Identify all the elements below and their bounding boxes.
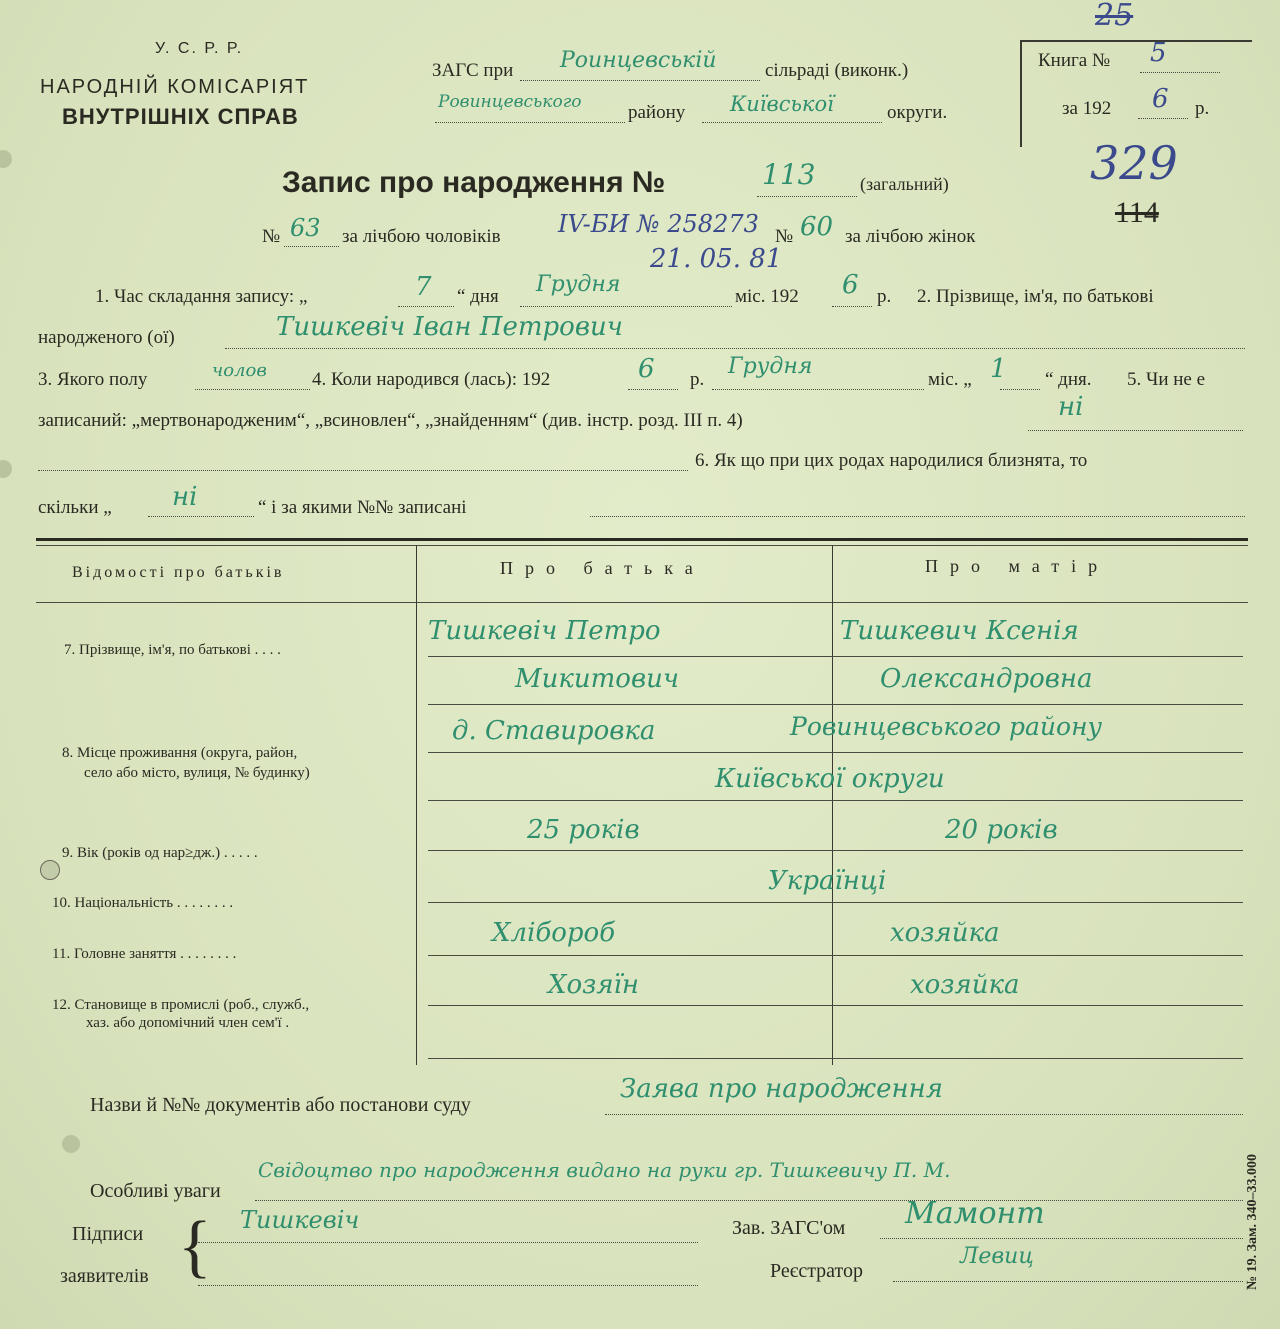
f4-year-label: р. [690, 369, 705, 390]
field-6-label-3: “ і за якими №№ записані [258, 497, 467, 518]
district-value: Ровинцевського [438, 92, 582, 112]
row-line [428, 955, 1243, 956]
signatures-brace: { [178, 1208, 212, 1285]
corner-number: 329 [1090, 136, 1178, 190]
field-3-label: 3. Якого полу [38, 369, 148, 390]
table-col-divider [832, 545, 833, 1065]
year-value: 6 [1152, 84, 1169, 114]
book-label: Книга № [1038, 50, 1111, 71]
field-5-label-2: записаний: „мертвонародженим“, „всиновлен“, „знайденням“ (див. інстр. розд. III п. 4) [38, 410, 743, 431]
zags-head-line [880, 1238, 1243, 1239]
applicant-sign-line-2 [198, 1285, 698, 1286]
table-header-parents: Відомості про батьків [72, 564, 285, 581]
child-name: Тишкевіч Іван Петрович [276, 312, 623, 342]
residence-okrug: Київської округи [715, 764, 945, 794]
row-line [428, 902, 1243, 903]
mother-residence: Ровинцевського району [790, 712, 1103, 741]
male-no-label: № [262, 226, 281, 247]
father-position: Хозяїн [548, 970, 639, 1000]
field-4-label: 4. Коли народився (лась): 192 [312, 369, 551, 390]
f4-day-label: “ дня. [1045, 369, 1092, 390]
father-residence: д. Ставировка [452, 716, 656, 746]
mother-surname: Тишкевич Ксенія [840, 616, 1079, 646]
okrug-value: Київської [730, 92, 834, 116]
f2-line [225, 348, 1245, 349]
f4-month-label: міс. „ [928, 369, 972, 390]
field-6-label: 6. Як що при цих родах народилися близнята, то [695, 450, 1088, 471]
book-value: 5 [1150, 38, 1167, 68]
father-surname: Тишкевіч Петро [428, 616, 661, 646]
registrar-signature: Левиц [960, 1244, 1034, 1269]
republic-label: У. С. Р. Р. [155, 40, 244, 57]
row-line [428, 1058, 1243, 1059]
f5-line [1028, 430, 1243, 431]
field-1-label: 1. Час складання запису: „ [95, 286, 308, 307]
okrug-line [702, 122, 882, 123]
f1-year: 6 [842, 270, 859, 300]
f4-day-line [1000, 389, 1040, 390]
commissariat-label-2: ВНУТРІШНІХ СПРАВ [62, 104, 299, 129]
father-patronymic: Микитович [515, 664, 679, 694]
f1-year-label: р. [877, 286, 892, 307]
punch-hole [40, 860, 60, 880]
table-header-mother: Про матір [925, 556, 1110, 576]
book-line [1140, 72, 1220, 73]
certificate-stamp: ІV-БИ № 258273 [558, 210, 759, 238]
f6-blank-line [38, 470, 688, 471]
record-number: 113 [762, 158, 816, 191]
applicants-label: заявителів [60, 1265, 149, 1287]
f3-line [195, 389, 310, 390]
row-9-label: 9. Вік (років од нар≥дж.) . . . . . [62, 845, 258, 861]
commissariat-label: НАРОДНІЙ КОМІСАРІЯТ [40, 76, 310, 98]
female-no-label: № [775, 226, 794, 247]
row-line [428, 656, 1243, 657]
side-print: № 19. Зам. 340–33.000 [1245, 1154, 1260, 1290]
male-label: за лічбою чоловіків [342, 226, 501, 247]
record-title: Запис про народження № [282, 166, 666, 199]
corner-struck: 114 [1115, 196, 1159, 229]
row-8-label: 8. Місце проживання (округа, район, [62, 745, 298, 761]
row-12-label: 12. Становище в промислі (роб., служб., [52, 997, 310, 1013]
year-line [1138, 118, 1188, 119]
row-line [428, 1005, 1243, 1006]
f1-day: 7 [415, 272, 432, 302]
row-10-label: 10. Національність . . . . . . . . [52, 895, 234, 911]
male-no-line [284, 246, 339, 247]
punch-hole [0, 460, 12, 478]
child-sex: чолов [212, 360, 267, 381]
registrar-label: Реєстратор [770, 1260, 864, 1282]
title-number-line [757, 196, 857, 197]
f4-year: 6 [638, 354, 655, 384]
f1-year-line [832, 306, 872, 307]
date-mark: 21. 05. 81 [650, 244, 783, 274]
table-header-father: Про батька [500, 558, 705, 578]
docs-line [605, 1114, 1243, 1115]
book-top-mark: 25 [1095, 0, 1134, 33]
female-no: 60 [800, 212, 834, 242]
row-11-label: 11. Головне заняття . . . . . . . . [52, 946, 237, 962]
applicant-signature: Тишкевіч [240, 1206, 360, 1234]
f6-line [148, 516, 254, 517]
table-col-divider [416, 545, 417, 1065]
female-label: за лічбою жінок [845, 226, 976, 247]
year-label: за 192 [1062, 98, 1112, 119]
zags-value: Роинцевській [560, 48, 717, 73]
table-top-rule [36, 538, 1248, 541]
table-top-rule-2 [36, 545, 1248, 546]
punch-hole [62, 1135, 80, 1153]
mother-age: 20 років [945, 815, 1058, 845]
field-5-label: 5. Чи не е [1127, 369, 1206, 390]
zags-head-label: Зав. ЗАГС'ом [732, 1217, 846, 1239]
father-age: 25 років [527, 815, 640, 845]
f4-month-line [712, 389, 924, 390]
district-line [435, 122, 625, 123]
zags-line [520, 80, 760, 81]
f4-month: Грудня [728, 354, 813, 379]
f5-value: ні [1058, 392, 1084, 422]
male-no: 63 [290, 214, 321, 242]
signatures-label: Підписи [72, 1223, 144, 1245]
zags-prefix: ЗАГС при [432, 60, 514, 81]
okrug-label: округи. [887, 102, 948, 123]
notes-label: Особливі уваги [90, 1180, 221, 1202]
mother-patronymic: Олександровна [880, 664, 1093, 694]
row-line [428, 752, 1243, 753]
table-header-rule [36, 602, 1248, 603]
f1-month-label: міс. 192 [735, 286, 799, 307]
title-suffix: (загальний) [860, 174, 949, 194]
f6-value: ні [172, 482, 198, 512]
notes-line [255, 1200, 1243, 1201]
docs-value: Заява про народження [620, 1074, 943, 1104]
field-6-label-2: скільки „ [38, 497, 112, 518]
row-line [428, 850, 1243, 851]
zags-suffix: сільраді (виконк.) [765, 60, 909, 81]
row-12-label-2: хаз. або допомічний член сем'ї . [86, 1015, 290, 1031]
mother-position: хозяйка [910, 970, 1020, 1000]
row-7-label: 7. Прізвище, ім'я, по батькові . . . . [64, 642, 281, 658]
f4-day: 1 [990, 354, 1007, 384]
f1-day-line [398, 306, 454, 307]
applicant-sign-line [198, 1242, 698, 1243]
f1-month: Грудня [536, 272, 621, 297]
district-label: району [628, 102, 686, 123]
notes-value: Свідоцтво про народження видано на руки гр. Тишкевичу П. М. [258, 1158, 951, 1182]
docs-label: Назви й №№ документів або постанови суду [90, 1094, 471, 1116]
f1-month-line [520, 306, 732, 307]
row-line [428, 800, 1243, 801]
f6-records-line [590, 516, 1245, 517]
f1-day-close: “ дня [457, 286, 499, 307]
field-2-label-2: народженого (ої) [38, 327, 175, 348]
registrar-line [893, 1281, 1243, 1282]
mother-occupation: хозяйка [890, 918, 1000, 948]
punch-hole [0, 150, 12, 168]
zags-head-signature: Мамонт [905, 1196, 1045, 1231]
year-label-post: р. [1195, 98, 1210, 119]
row-8-label-2: село або місто, вулиця, № будинку) [84, 765, 310, 781]
row-line [428, 704, 1243, 705]
f4-year-line [628, 389, 678, 390]
father-occupation: Хлібороб [492, 918, 616, 948]
field-2-label: 2. Прізвище, ім'я, по батькові [917, 286, 1154, 307]
nationality: Українці [768, 866, 887, 896]
